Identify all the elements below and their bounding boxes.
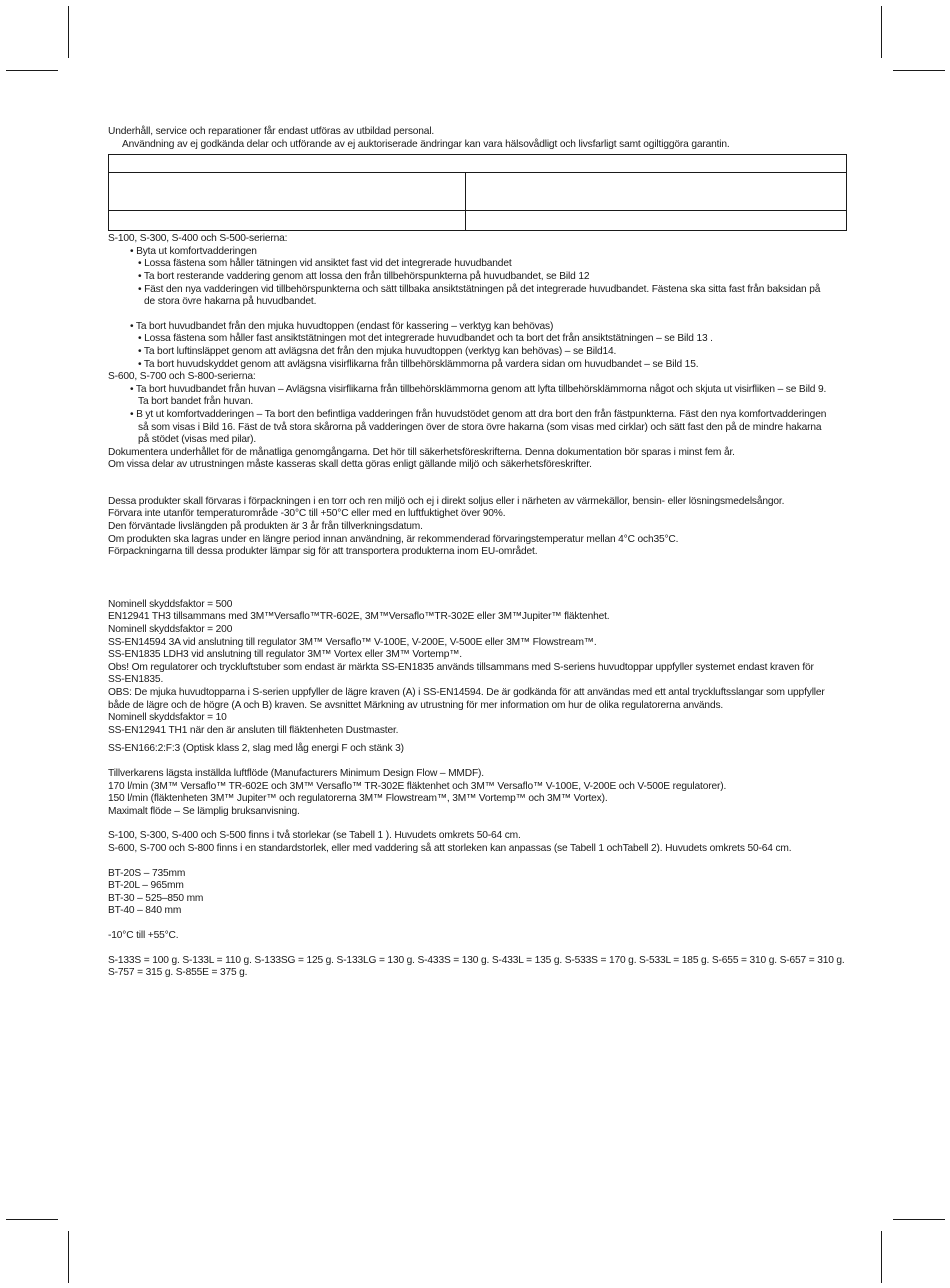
bullet-item: • Lossa fästena som håller tätningen vid ansiktet fast vid det integrerade huvudbandet <box>138 258 512 270</box>
protection-line: OBS: De mjuka huvudtopparna i S-serien uppfyller de lägre kraven (A) i SS-EN14594. De är godkända för att användas med ett antal tryckluftsslangar som uppfyller <box>108 687 825 698</box>
bullet-item: • Fäst den nya vadderingen vid tillbehörspunkterna och sätt tillbaka ansiktstätningen på det integrerade huvudbandet. Fästena ska sitta fast från baksidan på <box>138 283 821 295</box>
bullet-item: • Ta bort resterande vaddering genom att lossa den från tillbehörspunkterna på huvudbandet, se Bild 12 <box>138 270 590 282</box>
protection-line: Nominell skyddsfaktor = 200 <box>108 624 233 636</box>
paragraph: Dokumentera underhållet för de månatliga genomgångarna. Det hör till säkerhetsföreskrifterna. Denna dokumentation bör sparas i minst fem år. <box>108 446 735 458</box>
airflow-line: Tillverkarens lägsta inställda luftflöde (Manufacturers Minimum Design Flow – MMDF). <box>108 767 484 779</box>
intro-line: Användning av ej godkända delar och utförande av ej auktoriserade ändringar kan vara hälsovådligt och livsfarligt samt ogiltiggöra garantin. <box>122 138 730 150</box>
crop-mark <box>6 1219 58 1220</box>
bt-line: BT-20L – 965mm <box>108 880 184 892</box>
table-cell <box>109 211 466 231</box>
weight-line: S-757 = 315 g. S-855E = 375 g. <box>108 967 248 979</box>
protection-line: SS-EN14594 3A vid anslutning till regulator 3M™ Versaflo™ V-100E, V-200E, V-500E eller 3M™ Flowstream™. <box>108 636 597 648</box>
storage-line: Den förväntade livslängden på produkten är 3 år från tillverkningsdatum. <box>108 521 423 533</box>
crop-mark <box>6 70 58 71</box>
protection-line: Nominell skyddsfaktor = 500 <box>108 598 233 610</box>
section-heading: S-100, S-300, S-400 och S-500-serierna: <box>108 233 288 245</box>
size-line: S-100, S-300, S-400 och S-500 finns i två storlekar (se Tabell 1 ). Huvudets omkrets 50-64 cm. <box>108 830 521 842</box>
crop-mark <box>893 70 945 71</box>
bullet-heading: • Byta ut komfortvadderingen <box>130 245 257 257</box>
bullet-item-continued: på stödet (visas med pilar). <box>138 434 257 446</box>
crop-mark <box>881 1231 882 1283</box>
airflow-line: 150 l/min (fläktenheten 3M™ Jupiter™ och regulatorerna 3M™ Flowstream™, 3M™ Vortemp™ och 3M™ Vortex). <box>108 793 608 805</box>
bt-line: BT-20S – 735mm <box>108 867 186 879</box>
temperature-range: -10°C till +55°C. <box>108 929 179 941</box>
size-line: S-600, S-700 och S-800 finns i en standardstorlek, eller med vaddering så att storleken kan anpassas (se Tabell 1 ochTabell 2). Huvudets omkrets 50-64 cm. <box>108 842 792 854</box>
table-cell <box>466 211 847 231</box>
protection-line: EN12941 TH3 tillsammans med 3M™Versaflo™TR-602E, 3M™Versaflo™TR-302E eller 3M™Jupiter™ fläktenhet. <box>108 611 610 623</box>
empty-table <box>108 154 847 231</box>
storage-line: Förpackningarna till dessa produkter lämpar sig för att transportera produkterna inom EU-området. <box>108 546 538 558</box>
table-cell <box>109 173 466 211</box>
bullet-item-continued: de stora övre hakarna på huvudbandet. <box>144 296 317 308</box>
protection-line: både de lägre och de högre (A och B) kraven. Se avsnittet Märkning av utrustning för mer information om hur de olika regulatorerna används. <box>108 699 724 711</box>
bullet-item: • Ta bort huvudbandet från huvan – Avlägsna visirflikarna från tillbehörsklämmorna genom att lyfta tillbehörsklämmorna något och skjuta ut visirfliken – se Bild 9. <box>130 383 827 395</box>
protection-line: SS-EN12941 TH1 när den är ansluten till fläktenheten Dustmaster. <box>108 724 399 736</box>
bullet-item: • Lossa fästena som håller fast ansiktstätningen mot det integrerade huvudbandet och ta bort det från ansiktstätningen – se Bild 13 . <box>138 333 713 345</box>
section-heading: S-600, S-700 och S-800-serierna: <box>108 371 256 383</box>
bullet-item-continued: Ta bort bandet från huvan. <box>138 396 254 408</box>
protection-line: SS-EN1835. <box>108 674 164 686</box>
storage-line: Dessa produkter skall förvaras i förpackningen i en torr och ren miljö och ej i direkt soljus eller i närheten av värmekällor, bensin- eller lösningsmedelsångor. <box>108 495 785 507</box>
airflow-line: Maximalt flöde – Se lämplig bruksanvisning. <box>108 805 300 817</box>
paragraph: Om vissa delar av utrustningen måste kasseras skall detta göras enligt gällande miljö och säkerhetsföreskrifter. <box>108 459 592 471</box>
crop-mark <box>68 6 69 58</box>
bullet-item-continued: så som visas i Bild 16. Fäst de två stora skårorna på vadderingen över de stora övre hakarna (som visas med cirklar) och sätt fast den på de mindre hakarna <box>138 421 822 433</box>
airflow-line: 170 l/min (3M™ Versaflo™ TR-602E och 3M™ Versaflo™ TR-302E fläktenhet och 3M™ Versaflo™ V-100E, V-200E och V-500E regulatorer). <box>108 780 727 792</box>
storage-line: Om produkten ska lagras under en längre period innan användning, är rekommenderad förvaringstemperatur mellan 4°C och35°C. <box>108 533 679 545</box>
protection-line: SS-EN1835 LDH3 vid anslutning till regulator 3M™ Vortex eller 3M™ Vortemp™. <box>108 649 462 661</box>
intro-line: Underhåll, service och reparationer får endast utföras av utbildad personal. <box>108 126 435 137</box>
crop-mark <box>881 6 882 58</box>
bullet-item: • Ta bort huvudskyddet genom att avlägsna visirflikarna från tillbehörsklämmorna på vardera sidan om huvudbandet – se Bild 15. <box>138 358 699 370</box>
table-header-cell <box>109 155 847 173</box>
protection-line: Obs! Om regulatorer och tryckluftstuber som endast är märkta SS-EN1835 används tillsammans med S-seriens huvudtoppar uppfyller systemet endast kraven för <box>108 661 814 673</box>
bullet-item: • Ta bort luftinsläppet genom att avlägsna det från den mjuka huvudtoppen (verktyg kan behövas) – se Bild14. <box>138 345 617 357</box>
protection-line: Nominell skyddsfaktor = 10 <box>108 712 227 724</box>
crop-mark <box>893 1219 945 1220</box>
eye-protection: SS-EN166:2:F:3 (Optisk klass 2, slag med låg energi F och stänk 3) <box>108 743 404 755</box>
bt-line: BT-30 – 525–850 mm <box>108 892 204 904</box>
bt-line: BT-40 – 840 mm <box>108 905 182 917</box>
document-page <box>108 126 848 980</box>
table-cell <box>466 173 847 211</box>
storage-line: Förvara inte utanför temperaturområde -30°C till +50°C eller med en luftfuktighet över 90%. <box>108 508 506 520</box>
bullet-heading: • Ta bort huvudbandet från den mjuka huvudtoppen (endast för kassering – verktyg kan behövas) <box>130 320 554 332</box>
weight-line: S-133S = 100 g. S-133L = 110 g. S-133SG = 125 g. S-133LG = 130 g. S-433S = 130 g. S-433L = 135 g. S-533S = 170 g. S-533L = 185 g. S-655 = 310 g. S-657 = 310 g. <box>108 954 845 966</box>
bullet-item: • B yt ut komfortvadderingen – Ta bort den befintliga vadderingen från huvudstödet genom att dra bort den från fästpunkterna. Fäst den nya komfortvadderingen <box>130 408 827 420</box>
crop-mark <box>68 1231 69 1283</box>
